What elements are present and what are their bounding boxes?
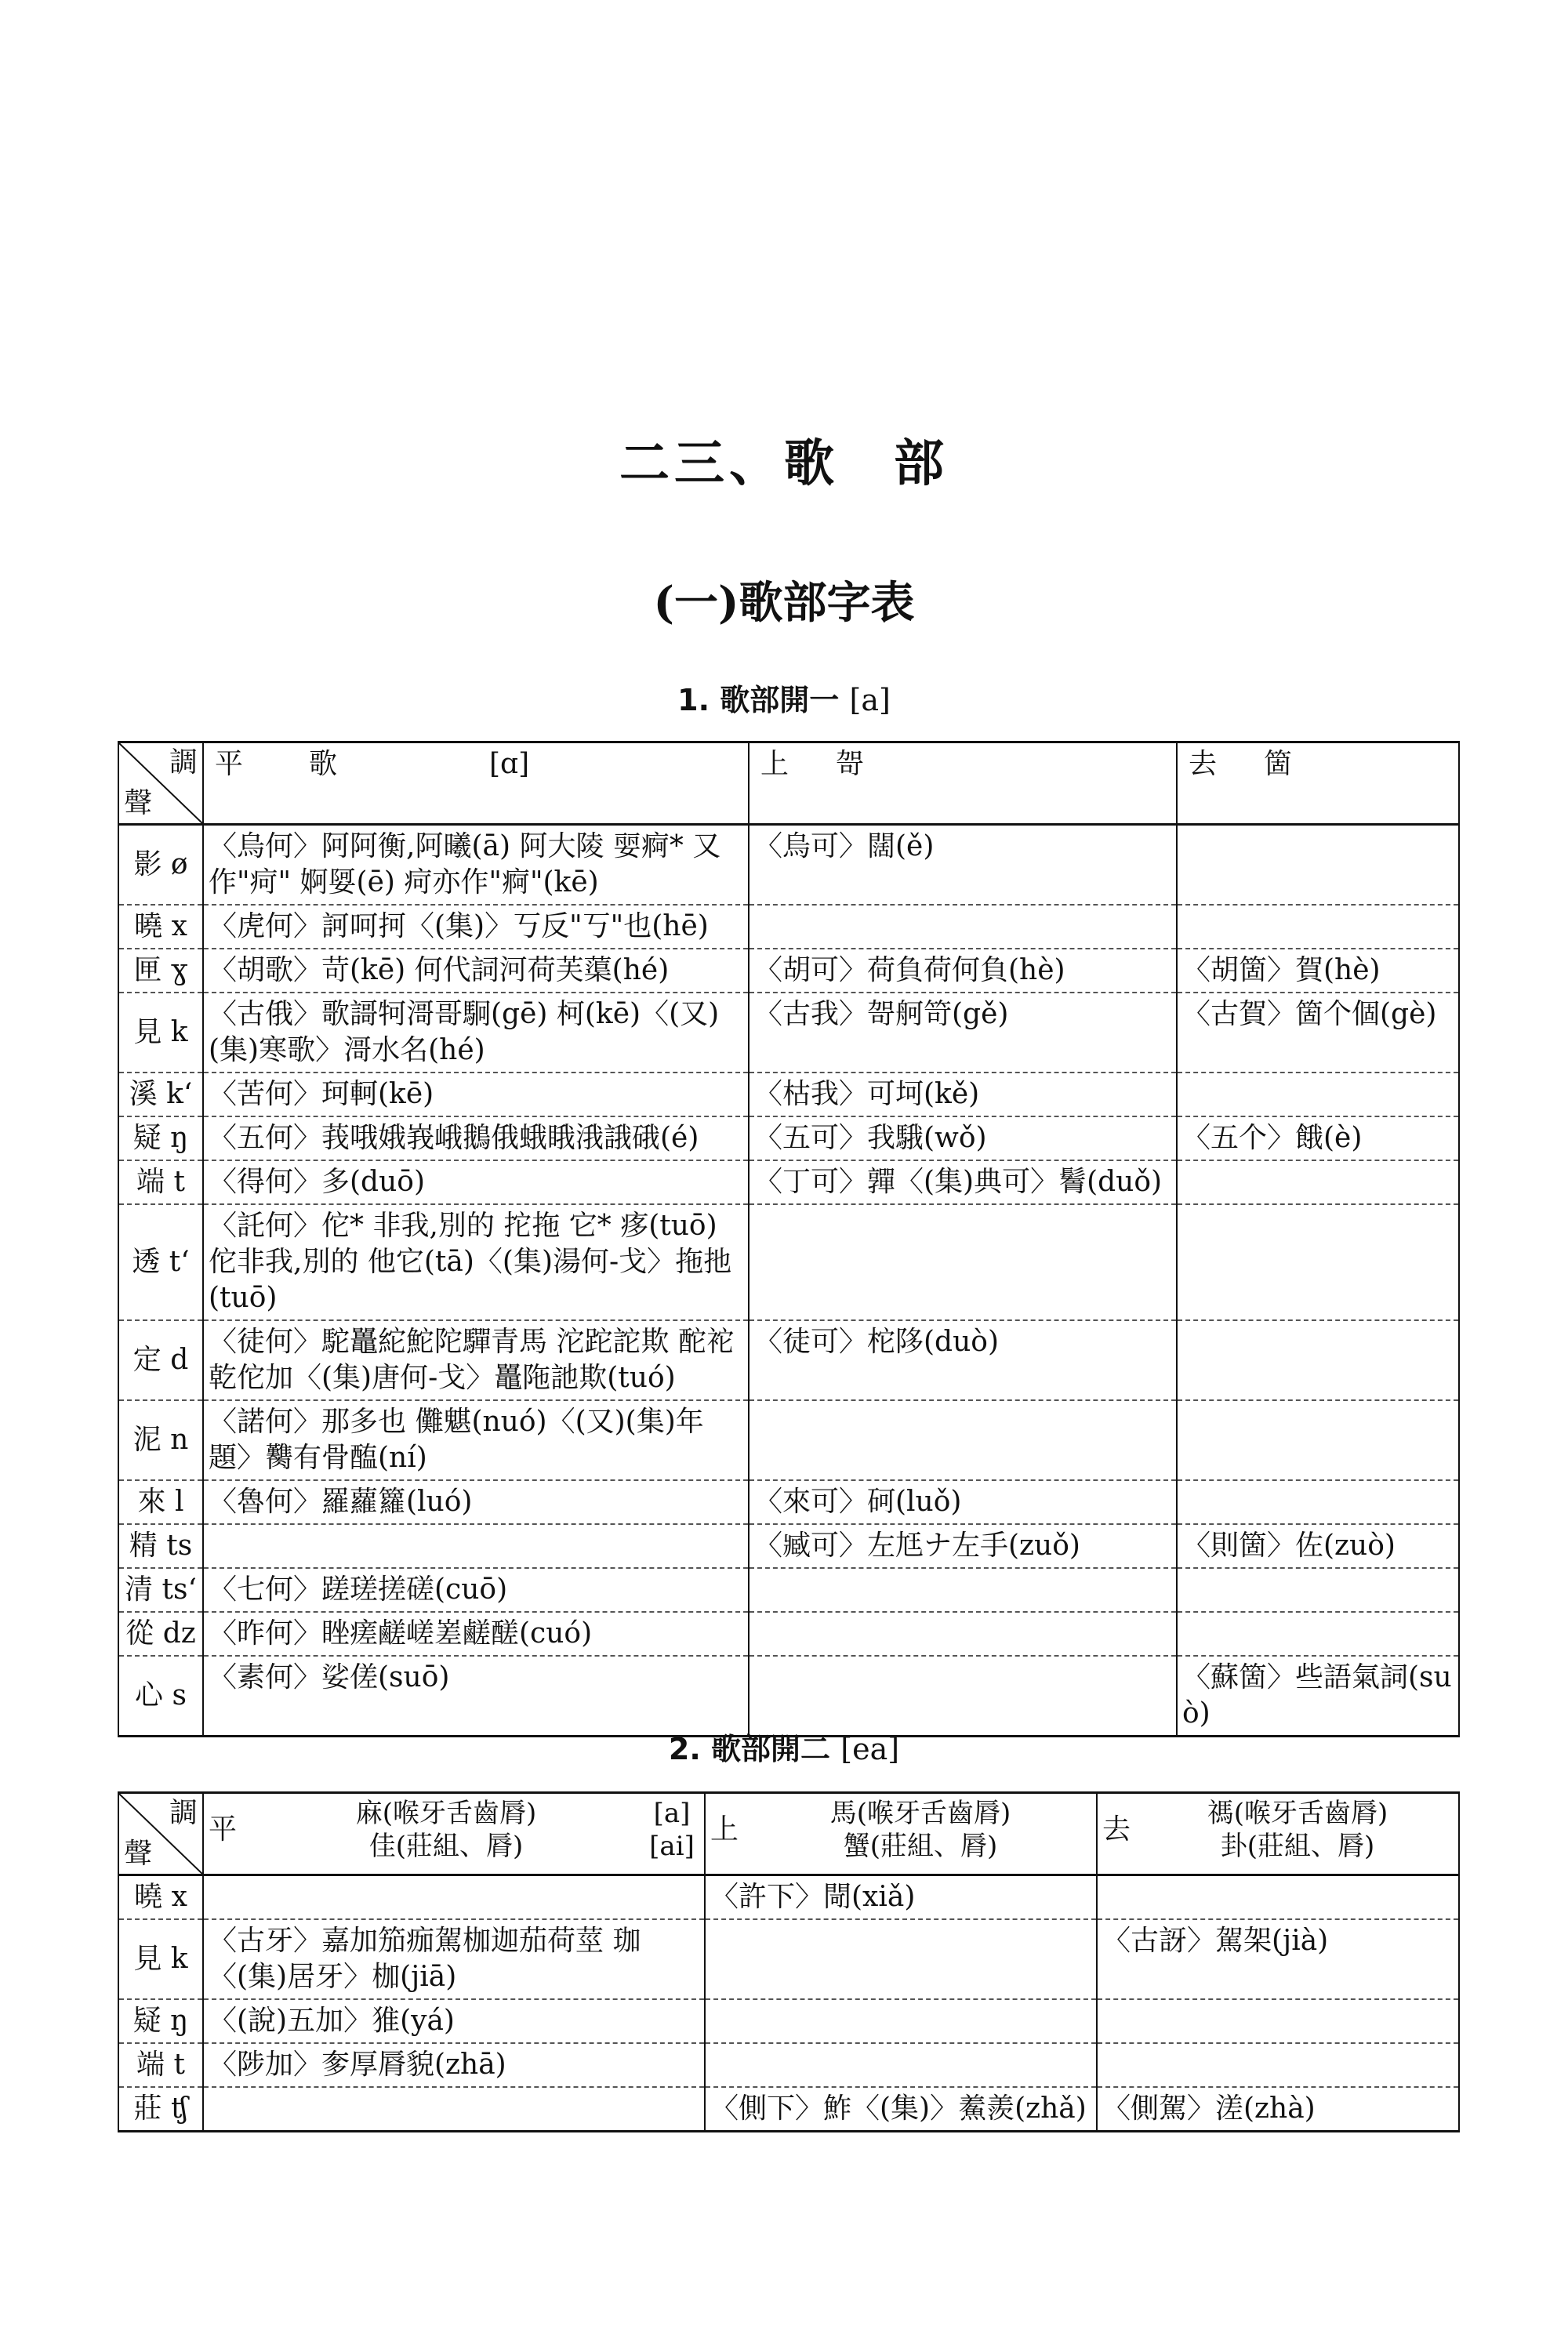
- departing-tone-cell: [1177, 1612, 1459, 1656]
- level-phonetic-1: [a]: [653, 1798, 691, 1829]
- table-row: [118, 1204, 1459, 1320]
- rising-tone-cell: [749, 1204, 1177, 1320]
- level-tone-cell: 〈素何〉娑傞(suō): [203, 1656, 749, 1737]
- rising-tone-cell: 〈烏可〉闊(ě): [749, 825, 1177, 906]
- rising-tone-label: 上: [760, 748, 789, 780]
- initial-cell: 從 dz: [118, 1612, 203, 1656]
- level-tone-cell: 〈七何〉蹉瑳搓磋(cuō): [203, 1568, 749, 1612]
- level-phonetic-label: [ɑ]: [489, 748, 530, 780]
- rising-tone-cell: [749, 1568, 1177, 1612]
- table-row: [118, 1875, 1459, 1920]
- level-tone-label: 平: [215, 748, 244, 780]
- initial-cell: 見 k: [118, 1919, 203, 1999]
- level-tone-cell: 〈昨何〉睉瘥鹺嵯嵳鹺醝(cuó): [203, 1612, 749, 1656]
- initial-cell: 泥 n: [118, 1400, 203, 1480]
- table2-caption-phonetic: [ea]: [840, 1732, 900, 1766]
- rising-rhyme-line1: 馬(喉牙舌齒脣): [829, 1798, 1011, 1829]
- table-row: [118, 2087, 1459, 2132]
- initial-cell: 端 t: [118, 2043, 203, 2087]
- section-title: (一)歌部字表: [653, 577, 915, 629]
- departing-tone-cell: [1097, 1999, 1459, 2043]
- rising-tone-cell: 〈側下〉鮓〈(集)〉鮺羨(zhǎ): [705, 2087, 1097, 2132]
- table2: [118, 1791, 1460, 2132]
- level-phonetics: [644, 1797, 699, 1863]
- initial-cell: 定 d: [118, 1320, 203, 1400]
- rising-tone-cell: [749, 905, 1177, 949]
- initial-cell: 來 l: [118, 1480, 203, 1524]
- initial-cell: 心 s: [118, 1656, 203, 1737]
- table1-col-departing: [1177, 742, 1459, 825]
- table1-caption-phonetic: [a]: [849, 683, 891, 717]
- level-tone-cell: 〈魯何〉羅蘿籮(luó): [203, 1480, 749, 1524]
- departing-tone-cell: [1177, 825, 1459, 906]
- level-rhyme-line2: 佳(莊組、脣): [368, 1831, 524, 1862]
- level-tone-cell: 〈胡歌〉苛(kē) 何代詞河荷芙蕖(hé): [203, 949, 749, 993]
- departing-rhyme-line1: 禡(喉牙舌齒脣): [1207, 1798, 1388, 1829]
- departing-tone-cell: [1177, 1568, 1459, 1612]
- rising-rhyme-label: 哿: [836, 748, 865, 780]
- departing-tone-cell: [1177, 1073, 1459, 1116]
- table-row: [118, 1612, 1459, 1656]
- rising-tone-cell: 〈胡可〉荷負荷何負(hè): [749, 949, 1177, 993]
- table1-corner-cell: [118, 742, 203, 825]
- initial-cell: 曉 x: [118, 1875, 203, 1920]
- level-tone-cell: 〈得何〉多(duō): [203, 1160, 749, 1204]
- departing-tone-cell: [1177, 1480, 1459, 1524]
- initial-cell: 端 t: [118, 1160, 203, 1204]
- table-row: [118, 1999, 1459, 2043]
- table-row: [118, 993, 1459, 1073]
- rising-tone-cell: 〈徒可〉柁陊(duò): [749, 1320, 1177, 1400]
- table-row: [118, 1400, 1459, 1480]
- table-row: [118, 949, 1459, 993]
- table2-col-rising: [705, 1793, 1097, 1875]
- level-tone-cell: [203, 2087, 705, 2132]
- initial-cell: 清 tsʻ: [118, 1568, 203, 1612]
- rising-tone-cell: [705, 1919, 1097, 1999]
- rising-tone-cell: 〈枯我〉可坷(kě): [749, 1073, 1177, 1116]
- departing-rhyme-line2: 卦(莊組、脣): [1220, 1831, 1375, 1862]
- level-tone-cell: 〈五何〉莪哦娥峩峨鵝俄蛾睋涐誐硪(é): [203, 1116, 749, 1160]
- initial-cell: 疑 ŋ: [118, 1116, 203, 1160]
- table1-caption-text: 1. 歌部開一: [677, 683, 840, 717]
- level-tone-cell: 〈徒何〉駝鼉紽鮀陀驒青馬 沱跎詑欺 酡袉乾佗加〈(集)唐何-戈〉鼉陁訑欺(tuó): [203, 1320, 749, 1400]
- rising-rhyme-line2: 蟹(莊組、脣): [843, 1831, 998, 1862]
- level-tone-cell: 〈陟加〉奓厚脣貌(zhā): [203, 2043, 705, 2087]
- rising-tone-cell: [749, 1612, 1177, 1656]
- table1-caption: [0, 676, 1568, 719]
- table2-header-row: [118, 1793, 1459, 1875]
- table1-header-row: [118, 742, 1459, 825]
- rising-tone-cell: 〈古我〉哿舸笴(gě): [749, 993, 1177, 1073]
- initial-cell: 影 ø: [118, 825, 203, 906]
- level-tone-label: 平: [209, 1813, 238, 1846]
- rising-tone-cell: 〈丁可〉嚲〈(集)典可〉鬌(duǒ): [749, 1160, 1177, 1204]
- rising-tone-cell: [749, 1400, 1177, 1480]
- page-title: 二三、歌 部: [619, 434, 949, 493]
- initial-cell: 見 k: [118, 993, 203, 1073]
- initial-cell: 透 tʻ: [118, 1204, 203, 1320]
- level-tone-cell: 〈苦何〉珂軻(kē): [203, 1073, 749, 1116]
- departing-tone-cell: [1177, 1400, 1459, 1480]
- level-rhyme-line1: 麻(喉牙舌齒脣): [355, 1798, 537, 1829]
- initial-cell: 曉 x: [118, 905, 203, 949]
- table2-caption: [0, 1725, 1568, 1768]
- rising-tone-cell: 〈五可〉我騀(wǒ): [749, 1116, 1177, 1160]
- departing-tone-label: 去: [1189, 748, 1218, 780]
- level-rhyme-labels: [248, 1797, 644, 1863]
- initial-cell: 匣 ɣ: [118, 949, 203, 993]
- departing-tone-cell: 〈五个〉餓(è): [1177, 1116, 1459, 1160]
- table-row: [118, 1073, 1459, 1116]
- level-tone-cell: [203, 1524, 749, 1568]
- departing-tone-cell: 〈胡箇〉賀(hè): [1177, 949, 1459, 993]
- table-row: [118, 1480, 1459, 1524]
- rising-tone-cell: 〈來可〉砢(luǒ): [749, 1480, 1177, 1524]
- table2-caption-text: 2. 歌部開二: [668, 1732, 831, 1766]
- level-rhyme-label: 歌: [309, 748, 338, 780]
- level-tone-cell: 〈古牙〉嘉加笳痂駕枷迦茄荷莖 珈〈(集)居牙〉枷(jiā): [203, 1919, 705, 1999]
- level-tone-cell: 〈烏何〉阿阿衡,阿曦(ā) 阿大陵 婯痾* 又作"疴" 婀娿(ē) 疴亦作"痾"(kē): [203, 825, 749, 906]
- departing-tone-cell: 〈蘇箇〉些語氣詞(suò): [1177, 1656, 1459, 1737]
- departing-tone-cell: [1177, 1320, 1459, 1400]
- rising-tone-label: 上: [710, 1813, 739, 1846]
- table-row: [118, 825, 1459, 906]
- level-tone-cell: 〈(說)五加〉猚(yá): [203, 1999, 705, 2043]
- table1-col-level: [203, 742, 749, 825]
- level-tone-cell: 〈古俄〉歌謌牱滒哥駉(gē) 柯(kē)〈(又)(集)寒歌〉滒水名(hé): [203, 993, 749, 1073]
- rising-tone-cell: [705, 1999, 1097, 2043]
- table-row: [118, 1919, 1459, 1999]
- level-tone-cell: [203, 1875, 705, 1920]
- level-tone-cell: 〈虎何〉訶呵抲〈(集)〉丂反"丂"也(hē): [203, 905, 749, 949]
- departing-tone-cell: 〈古訝〉駕架(jià): [1097, 1919, 1459, 1999]
- table2-col-level: [203, 1793, 705, 1875]
- table-row: [118, 2043, 1459, 2087]
- table2-corner-cell: [118, 1793, 203, 1875]
- departing-tone-cell: 〈則箇〉佐(zuò): [1177, 1524, 1459, 1568]
- initial-cell: 溪 kʻ: [118, 1073, 203, 1116]
- departing-rhyme-label: 箇: [1264, 748, 1293, 780]
- table-row: [118, 1524, 1459, 1568]
- table-row: [118, 905, 1459, 949]
- level-tone-cell: 〈託何〉佗* 非我,別的 拕拖 它* 痑(tuō) 佗非我,別的 他它(tā)〈(集)湯何-戈〉拖扡(tuō): [203, 1204, 749, 1320]
- departing-rhyme-labels: [1142, 1797, 1454, 1863]
- corner-tone-label: 調: [169, 1797, 198, 1829]
- table1: [118, 741, 1460, 1737]
- departing-tone-cell: [1177, 1204, 1459, 1320]
- table2-col-departing: [1097, 1793, 1459, 1875]
- departing-tone-cell: [1097, 1875, 1459, 1920]
- departing-tone-cell: [1177, 1160, 1459, 1204]
- level-phonetic-2: [ai]: [649, 1831, 695, 1862]
- rising-tone-cell: [705, 2043, 1097, 2087]
- departing-tone-label: 去: [1102, 1813, 1131, 1846]
- departing-tone-cell: [1177, 905, 1459, 949]
- corner-tone-label: 調: [169, 746, 198, 779]
- level-tone-cell: 〈諾何〉那多也 儺魌(nuó)〈(又)(集)年題〉臡有骨醢(ní): [203, 1400, 749, 1480]
- corner-initial-label: 聲: [124, 1838, 153, 1870]
- table1-col-rising: [749, 742, 1177, 825]
- initial-cell: 莊 ʧ: [118, 2087, 203, 2132]
- table-row: [118, 1568, 1459, 1612]
- initial-cell: 疑 ŋ: [118, 1999, 203, 2043]
- table-row: [118, 1116, 1459, 1160]
- initial-cell: 精 ts: [118, 1524, 203, 1568]
- departing-tone-cell: [1097, 2043, 1459, 2087]
- rising-tone-cell: 〈臧可〉左尪ナ左手(zuǒ): [749, 1524, 1177, 1568]
- rising-tone-cell: 〈許下〉閜(xiǎ): [705, 1875, 1097, 1920]
- departing-tone-cell: 〈側駕〉溠(zhà): [1097, 2087, 1459, 2132]
- table-row: [118, 1160, 1459, 1204]
- table-row: [118, 1320, 1459, 1400]
- corner-initial-label: 聲: [124, 787, 153, 819]
- departing-tone-cell: 〈古賀〉箇个個(gè): [1177, 993, 1459, 1073]
- rising-rhyme-labels: [750, 1797, 1091, 1863]
